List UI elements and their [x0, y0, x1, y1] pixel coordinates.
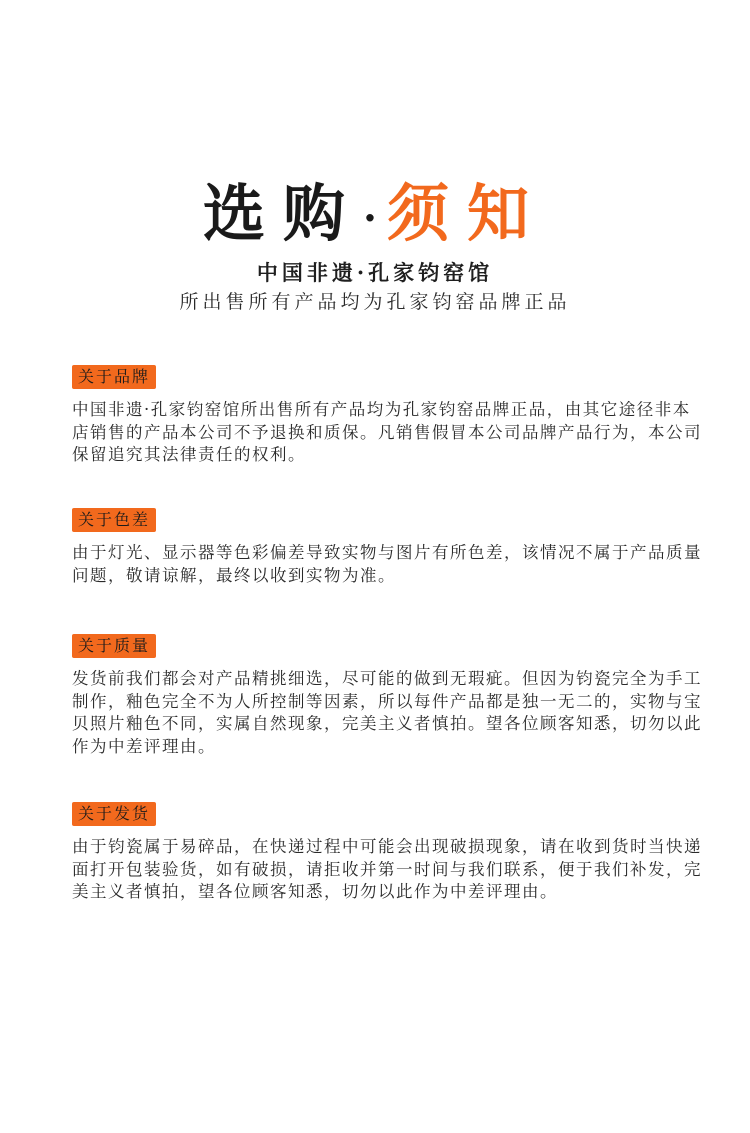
section-badge-quality: 关于质量: [72, 634, 156, 658]
section-badge-brand: 关于品牌: [72, 365, 156, 389]
title-accent: 须知: [386, 177, 547, 250]
brand-subtitle: 中国非遗·孔家钧窑馆: [256, 260, 494, 285]
section-shipping: [72, 802, 702, 904]
section-text-quality: 发货前我们都会对产品精挑细选，尽可能的做到无瑕疵。但因为钧瓷完全为手工制作，釉色完全不为人所控制等因素，所以每件产品都是独一无二的，实物与宝贝照片釉色不同，实属自然现象，完美主义者慎拍。望各位顾客知悉，切勿以此作为中差评理由。: [72, 669, 702, 756]
section-text-color: 由于灯光、显示器等色彩偏差导致实物与图片有所色差，该情况不属于产品质量问题，敬请谅解，最终以收到实物为准。: [72, 543, 702, 585]
section-quality: [72, 634, 702, 758]
brand-tagline: 所出售所有产品均为孔家钧窑品牌正品: [179, 291, 571, 313]
section-color-difference: [72, 508, 702, 587]
section-brand: [72, 365, 702, 467]
title-main: 选购: [203, 177, 364, 250]
section-badge-color: 关于色差: [72, 508, 156, 532]
section-text-brand: 中国非遗·孔家钧窑馆所出售所有产品均为孔家钧窑品牌正品，由其它途径非本店销售的产品本公司不予退换和质保。凡销售假冒本公司品牌产品行为，本公司保留追究其法律责任的权利。: [72, 400, 702, 464]
title-dot: ·: [363, 195, 387, 242]
page-title: [0, 178, 750, 255]
section-text-shipping: 由于钧瓷属于易碎品，在快递过程中可能会出现破损现象，请在收到货时当快递面打开包装验货，如有破损，请拒收并第一时间与我们联系，便于我们补发，完美主义者慎拍，望各位顾客知悉，切勿以此作为中差评理由。: [72, 837, 702, 901]
section-badge-shipping: 关于发货: [72, 802, 156, 826]
